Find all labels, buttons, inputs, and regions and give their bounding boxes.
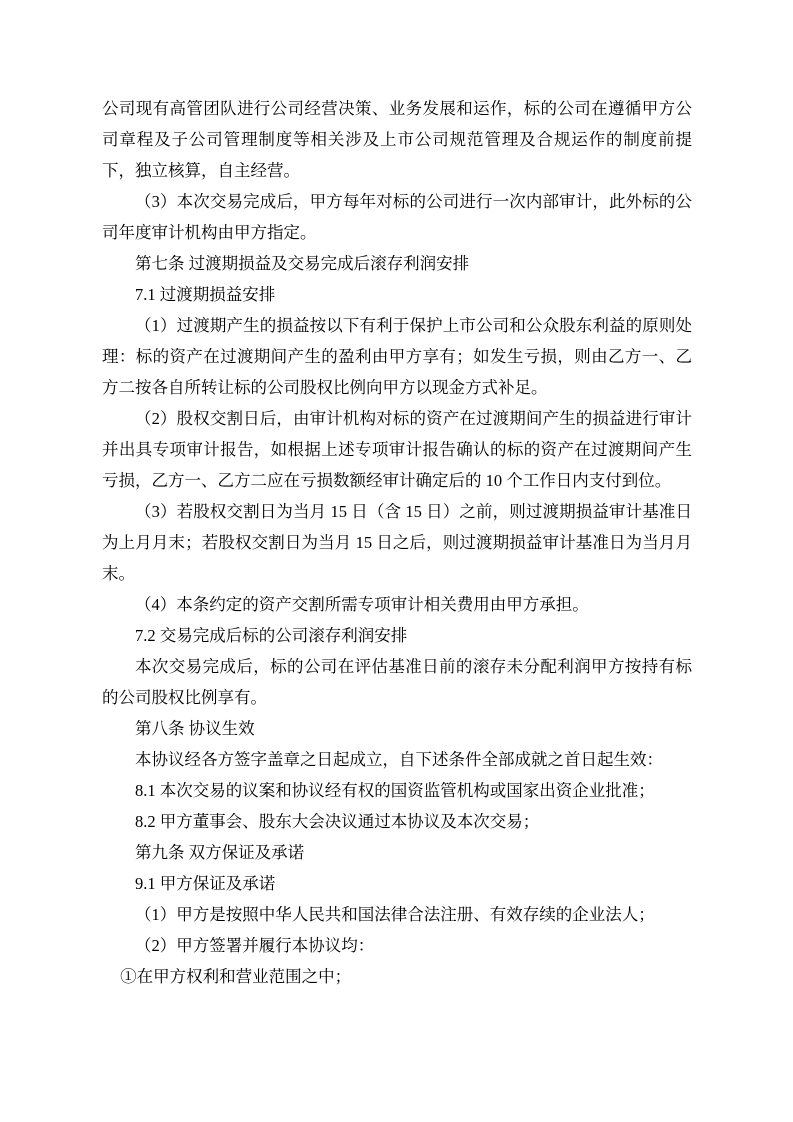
paragraph-item-3: （3）本次交易完成后，甲方每年对标的公司进行一次内部审计，此外标的公司年度审计机构由甲方指定。 <box>102 192 692 242</box>
clause-heading-7-2: 7.2 交易完成后标的公司滚存利润安排 <box>135 626 408 645</box>
document-text-block <box>102 93 692 992</box>
paragraph-item-3b: （3）若股权交割日为当月 15 日（含 15 日）之前，则过渡期损益审计基准日为上月月末；若股权交割日为当月 15 日之后，则过渡期损益审计基准日为当月月末。 <box>102 502 692 583</box>
paragraph-body: 本次交易完成后，标的公司在评估基准日前的滚存未分配利润甲方按持有标的公司股权比例享有。 <box>102 657 692 707</box>
paragraph-continuation: 公司现有高管团队进行公司经营决策、业务发展和运作，标的公司在遵循甲方公司章程及子公司管理制度等相关涉及上市公司规范管理及合规运作的制度前提下，独立核算，自主经营。 <box>102 99 692 180</box>
article-heading-7: 第七条 过渡期损益及交易完成后滚存利润安排 <box>135 254 470 273</box>
paragraph-circled-1: ①在甲方权利和营业范围之中； <box>120 967 352 986</box>
paragraph-item-2: （2）股权交割日后，由审计机构对标的资产在过渡期间产生的损益进行审计并出具专项审计报告，如根据上述专项审计报告确认的标的资产在过渡期间产生亏损，乙方一、乙方二应在亏损数额经审计确定后的 10 个工作日内支付到位。 <box>102 409 692 490</box>
paragraph-body: 本协议经各方签字盖章之日起成立，自下述条件全部成就之首日起生效： <box>135 750 663 769</box>
article-heading-9: 第九条 双方保证及承诺 <box>135 843 305 862</box>
clause-heading-9-1: 9.1 甲方保证及承诺 <box>135 874 276 893</box>
paragraph-item-4: （4）本条约定的资产交割所需专项审计相关费用由甲方承担。 <box>135 595 589 614</box>
clause-heading-7-1: 7.1 过渡期损益安排 <box>135 285 276 304</box>
clause-item-8-1: 8.1 本次交易的议案和协议经有权的国资监管机构或国家出资企业批准； <box>135 781 655 800</box>
paragraph-item-1: （1）过渡期产生的损益按以下有利于保护上市公司和公众股东利益的原则处理：标的资产在过渡期间产生的盈利由甲方享有；如发生亏损，则由乙方一、乙方二按各自所转让标的公司股权比例向甲方以现金方式补足。 <box>102 316 692 397</box>
article-heading-8: 第八条 协议生效 <box>135 719 255 738</box>
paragraph-item-2b: （2）甲方签署并履行本协议均： <box>135 936 375 955</box>
clause-item-8-2: 8.2 甲方董事会、股东大会决议通过本协议及本次交易； <box>135 812 540 831</box>
paragraph-item-1b: （1）甲方是按照中华人民共和国法律合法注册、有效存续的企业法人； <box>135 905 655 924</box>
